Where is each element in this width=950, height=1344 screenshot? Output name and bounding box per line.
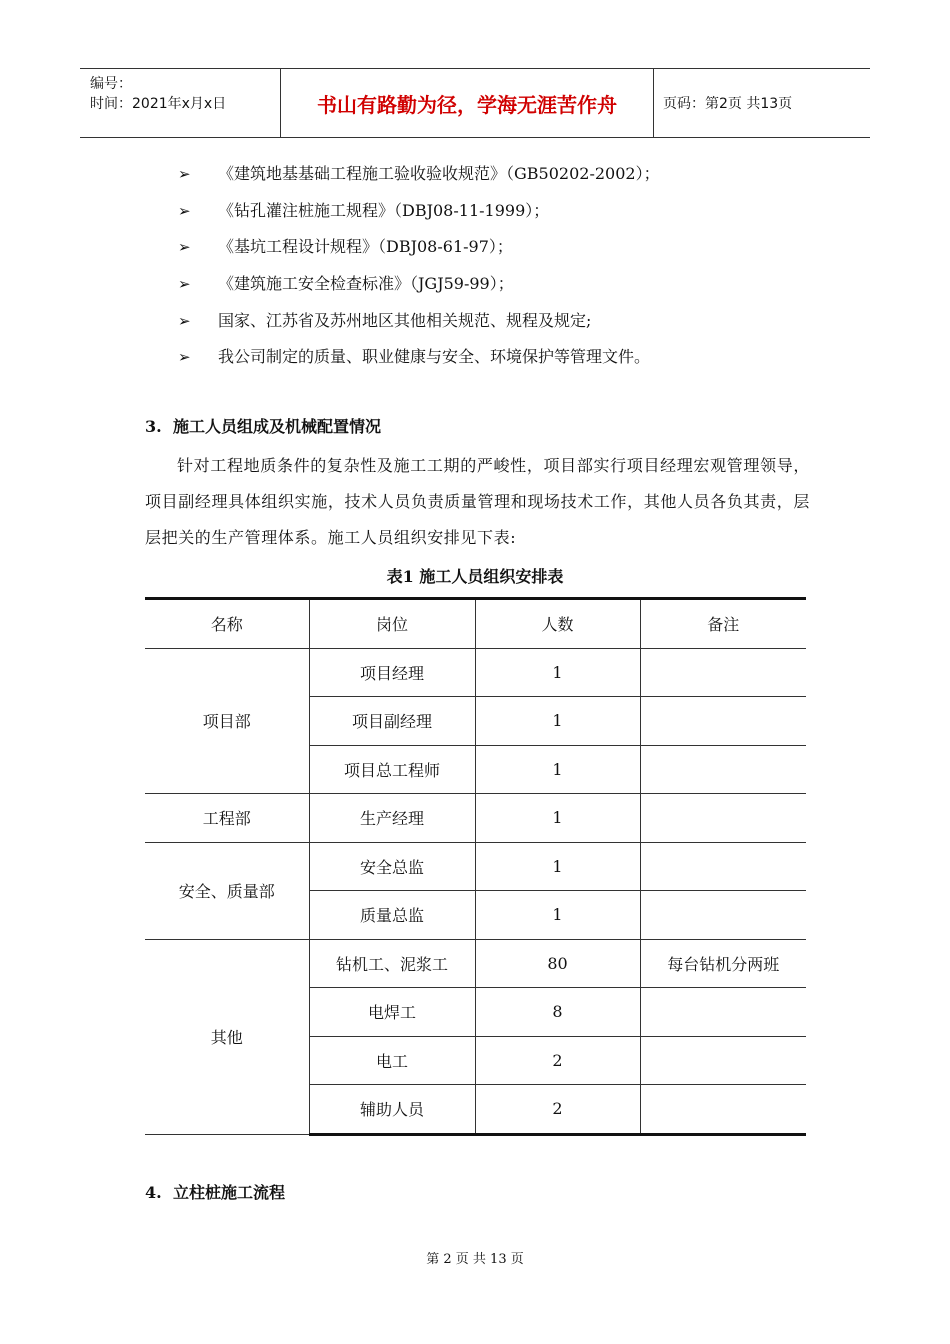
count-cell: 2 (475, 1036, 640, 1085)
group-cell: 安全、质量部 (145, 842, 309, 939)
count-cell: 1 (475, 648, 640, 697)
list-item: ➢ 《建筑施工安全检查标准》（JGJ59-99）； (178, 266, 660, 303)
note-cell (640, 988, 806, 1037)
count-cell: 1 (475, 842, 640, 891)
post-cell: 辅助人员 (309, 1085, 475, 1135)
note-cell (640, 794, 806, 843)
group-cell: 其他 (145, 939, 309, 1134)
table-row (145, 842, 806, 891)
section-heading-3: 3. 施工人员组成及机械配置情况 (145, 417, 382, 436)
count-cell: 1 (475, 745, 640, 794)
staff-table (145, 597, 806, 1136)
note-cell: 每台钻机分两班 (640, 939, 806, 988)
list-item: ➢ 《基坑工程设计规程》（DBJ08-61-97）； (178, 229, 660, 266)
arrow-bullet-icon: ➢ (178, 348, 191, 367)
post-cell: 项目副经理 (309, 697, 475, 746)
column-header: 名称 (145, 599, 309, 649)
post-cell: 电焊工 (309, 988, 475, 1037)
note-cell (640, 648, 806, 697)
note-cell (640, 697, 806, 746)
table-header-row (145, 599, 806, 649)
arrow-bullet-icon: ➢ (178, 165, 191, 184)
post-cell: 生产经理 (309, 794, 475, 843)
list-item: ➢ 国家、江苏省及苏州地区其他相关规范、规程及规定; (178, 302, 660, 339)
number-label: 编号： (90, 76, 132, 92)
count-cell: 1 (475, 794, 640, 843)
count-cell: 1 (475, 697, 640, 746)
header-meta (80, 69, 281, 137)
count-cell: 80 (475, 939, 640, 988)
date-line: 时间：2021年x月x日 (90, 96, 227, 112)
post-cell: 项目总工程师 (309, 745, 475, 794)
arrow-bullet-icon: ➢ (178, 201, 191, 220)
arrow-bullet-icon: ➢ (178, 238, 191, 257)
post-cell: 质量总监 (309, 891, 475, 940)
page-footer: 第 2 页 共 13 页 (426, 1252, 524, 1267)
table-row (145, 794, 806, 843)
arrow-bullet-icon: ➢ (178, 311, 191, 330)
table-row (145, 939, 806, 988)
header-motto: 书山有路勤为径，学海无涯苦作舟 (281, 69, 654, 137)
count-cell: 1 (475, 891, 640, 940)
note-cell (640, 1036, 806, 1085)
body-paragraph: 针对工程地质条件的复杂性及施工工期的严峻性，项目部实行项目经理宏观管理领导，项目副经理具体组织实施，技术人员负责质量管理和现场技术工作，其他人员各负其责，层层把关的生产管理体系。施工人员组织安排见下表: (145, 456, 810, 547)
group-cell: 工程部 (145, 794, 309, 843)
note-cell (640, 1085, 806, 1135)
page-header (80, 68, 870, 138)
list-item: ➢ 《建筑地基基础工程施工验收验收规范》（GB50202-2002）； (178, 156, 660, 193)
list-item: ➢ 我公司制定的质量、职业健康与安全、环境保护等管理文件。 (178, 339, 660, 376)
count-cell: 2 (475, 1085, 640, 1135)
arrow-bullet-icon: ➢ (178, 275, 191, 294)
table-caption: 表1 施工人员组织安排表 (386, 567, 564, 586)
post-cell: 电工 (309, 1036, 475, 1085)
table-row (145, 648, 806, 697)
column-header: 人数 (475, 599, 640, 649)
section-heading-4: 4. 立柱桩施工流程 (145, 1183, 286, 1202)
column-header: 岗位 (309, 599, 475, 649)
reference-list (178, 156, 660, 376)
note-cell (640, 842, 806, 891)
post-cell: 项目经理 (309, 648, 475, 697)
note-cell (640, 891, 806, 940)
post-cell: 钻机工、泥浆工 (309, 939, 475, 988)
count-cell: 8 (475, 988, 640, 1037)
note-cell (640, 745, 806, 794)
column-header: 备注 (640, 599, 806, 649)
post-cell: 安全总监 (309, 842, 475, 891)
list-item: ➢ 《钻孔灌注桩施工规程》（DBJ08-11-1999）； (178, 193, 660, 230)
group-cell: 项目部 (145, 648, 309, 794)
header-page-info: 页码：第2页 共13页 (663, 96, 793, 112)
